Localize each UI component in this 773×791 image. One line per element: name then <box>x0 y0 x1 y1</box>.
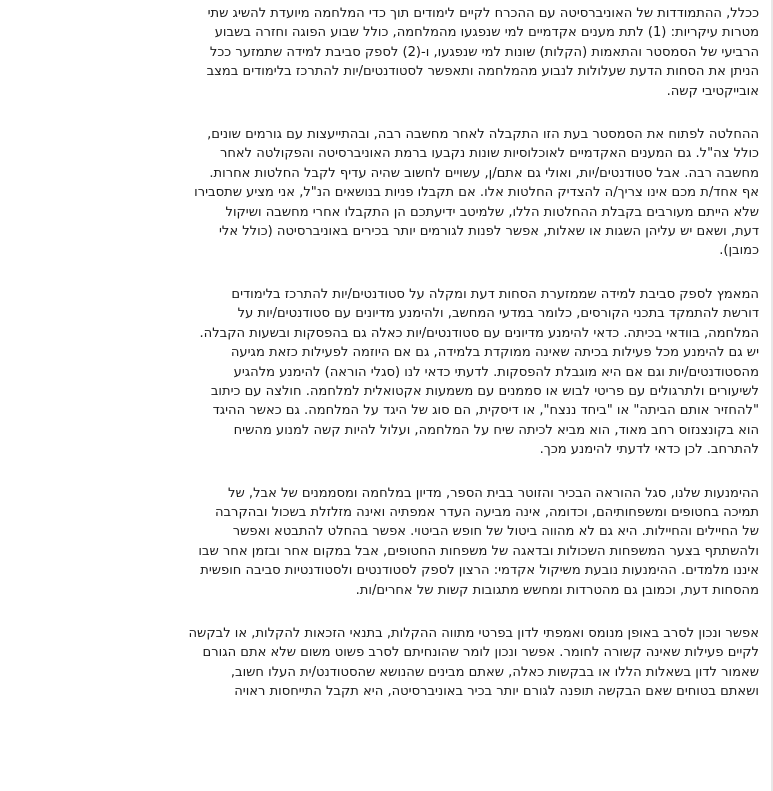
text-line: הוא בקונצנזוס רחב מאוד, הוא מביא לכיתה שיח על המלחמה, ועלול להיות קשה למנוע מהשיח <box>233 422 759 438</box>
text-line: אובייקטיבי קשה. <box>666 83 759 99</box>
paragraph-decision <box>10 125 759 261</box>
paragraph-abstention <box>10 484 759 600</box>
text-line: של החיילים והחיילות. היא גם לא מהווה ביטול של חופש הביטוי. אפשר בהחלט להתבטא ואפשר <box>232 524 759 540</box>
paragraph-learning-environment <box>10 285 759 460</box>
text-line: ולהשתתף בצער המשפחות השכולות ובדאגה של משפחות החטופים, אבל במקום אחר ובזמן אחר שבו <box>198 543 759 559</box>
text-line: להתרחב. לכן כדאי לדעתי להימנע מכך. <box>539 442 759 458</box>
paragraph-polite-refusal <box>10 624 759 702</box>
text-line: דעת, ושאם יש עליהן השגות או שאלות, אפשר לפנות לגורמים יותר בכירים באוניברסיטה (כולל אלי <box>218 224 759 240</box>
text-line: הרביעי של הסמסטר והתאמות (הקלות) שונות למי שנפגעו, ו-(2) לספק סביבת למידה שתמזער ככל <box>209 44 759 60</box>
text-line: "להחזיר אותם הביתה" או "ביחד ננצח", או דיסקית, הם סוג של היגד על המלחמה. גם כאשר ההיגד <box>212 403 759 419</box>
text-line: אף אחד/ת מכם אינו צריך/ה להצדיק החלטות אלו. אם תקבלו פניות בנושאים הנ"ל, אני מציע שתסבירו <box>194 185 759 201</box>
text-line: המלחמה, בוודאי בכיתה. כדאי להימנע מדיונים עם סטודנטים/יות כאלה גם בהפסקות ובשעות הקבלה. <box>199 325 759 341</box>
text-line: כמובן). <box>719 243 759 259</box>
text-line: לשיעורים ולתרגולים עם פריטי לבוש או סממנים עם משמעות אקטואלית למלחמה. חולצה עם כיתוב <box>210 383 759 399</box>
text-line: אפשר ונכון לסרב באופן מנומס ואמפתי לדון בפרטי מתווה ההקלות, בתנאי הזכאות להקלות, או לבקשה <box>188 625 759 641</box>
text-line: ככלל, ההתמודדות של האוניברסיטה עם ההכרח לקיים לימודים תוך כדי המלחמה מיועדת להשיג שתי <box>207 6 759 21</box>
text-line: ההימנעות שלנו, סגל ההוראה הבכיר והזוטר בבית הספר, מדיון במלחמה ומסממנים של אבל, של <box>228 485 759 501</box>
text-line: יש גם להימנע מכל פעילות בכיתה שאינה ממוקדת בלמידה, גם אם היוזמה לפעילות כזאת מגיעה <box>230 345 759 361</box>
text-line: מהסחות דעת, וכמובן גם מהטרדות ומחשש מתגובות קשות של אחרים/ות. <box>355 582 759 598</box>
text-line: ההחלטה לפתוח את הסמסטר בעת הזו התקבלה לאחר מחשבה רבה, ובהתייעצות עם גורמים שונים, <box>207 127 759 143</box>
text-line: איננו מלמדים. ההימנעות נובעת משיקול אקדמי: הרצון לספק לסטודנטים ולסטודנטיות סביבה חופשית <box>200 563 759 579</box>
text-line: ושאתם בטוחים שאם הבקשה תופנה לגורם יותר בכיר באוניברסיטה, היא תקבל התייחסות ראויה <box>234 684 759 700</box>
text-line: הניתן את הסחות הדעת שעלולות לנבוע מהמלחמה ותאפשר לסטודנטים/יות להתרכז בלימודים במצב <box>206 64 759 80</box>
text-line: דורשת להתמקד בתכני הקורסים, כלומר במדעי המחשב, ולהימנע מדיונים עם סטודנטים/יות על <box>237 306 759 322</box>
text-line: לקיים פעילות שאינה קשורה לחומר. אפשר ונכון לומר שהונחיתם לסרב פשוט משום שלא אתם הגורם <box>202 645 759 661</box>
text-line: שאמור לדון בשאלות הללו או בבקשות כאלה, שאתם מבינים שהנושא שהסטודנט/ית העלו חשוב, <box>230 664 759 680</box>
text-line: מחשבה רבה. אבל סטודנטים/יות, ואולי גם אתם/ן, עשויים לחשוב שהיה עדיף לקבל החלטות אחרות. <box>209 165 759 181</box>
text-line: תמיכה בחטופים ומשפחותיהם, וכדומה, אינה מביעה העדר אמפתיה ואינה מזלזלת בשכול ובהקרבה <box>214 504 759 520</box>
text-line: שלא הייתם מעורבים בקבלת ההחלטות הללו, שלמיטב ידיעתכם הן התקבלו אחרי מחשבה ושיקול <box>225 204 759 220</box>
text-line: מהסטודנטים/יות וגם אם היא מוגבלת להפסקות. לדעתי כדאי לנו (סגלי הוראה) להימנע מלהגיע <box>233 364 759 380</box>
text-line: מטרות עיקריות: (1) לתת מענים אקדמיים למי שנפגעו מהמלחמה, כולל שבוע הפוגה וחזרה בשבוע <box>214 25 759 41</box>
text-line: כולל צה"ל. גם המענים האקדמיים לאוכלוסיות שונות נקבעו ברמת האוניברסיטה והפקולטה לאחר <box>219 146 759 162</box>
paragraph-goals <box>10 4 759 101</box>
text-line: המאמץ לספק סביבת למידה שממזערת הסחות דעת ומקלה על סטודנטים/יות להתרכז בלימודים <box>231 286 759 302</box>
